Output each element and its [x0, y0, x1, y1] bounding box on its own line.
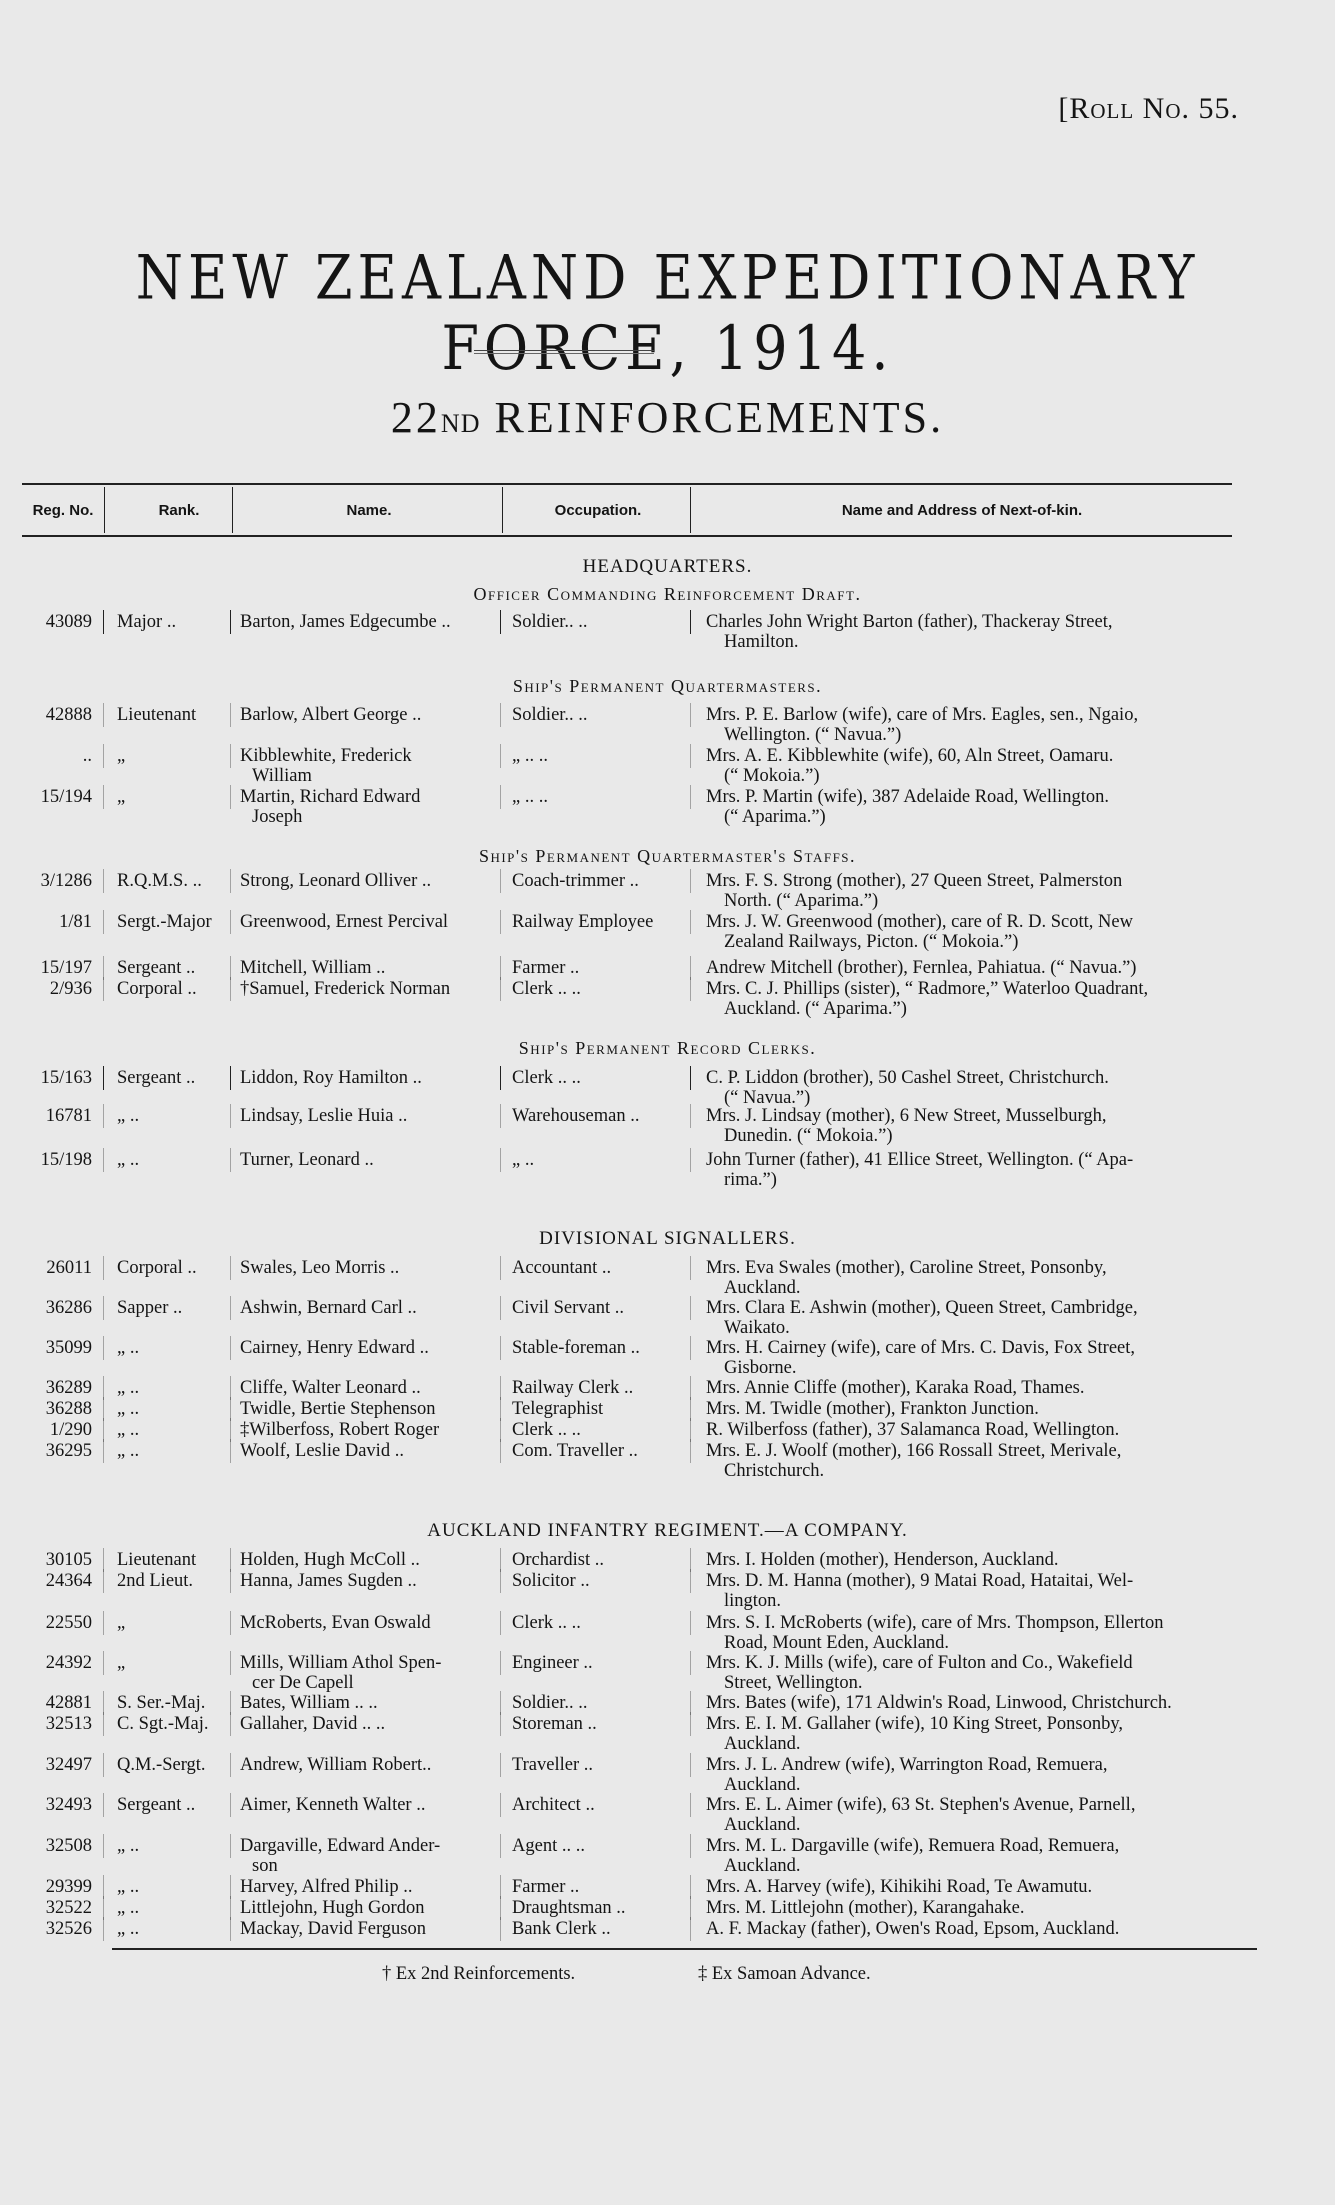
rank: 2nd Lieut.	[117, 1571, 194, 1591]
next-of-kin: John Turner (father), 41 Ellice Street, Wellington. (“ Apa-	[706, 1150, 1134, 1170]
column-rule	[230, 703, 231, 727]
header-divider	[232, 487, 233, 533]
footnote-dagger: † Ex 2nd Reinforcements.	[382, 1964, 576, 1984]
column-rule	[690, 785, 691, 809]
name: Andrew, William Robert..	[240, 1755, 432, 1775]
column-rule	[230, 785, 231, 809]
roll-number: [Roll No. 55.	[1058, 92, 1239, 125]
column-rule	[690, 1753, 691, 1777]
next-of-kin: Mrs. J. W. Greenwood (mother), care of R. D. Scott, New	[706, 912, 1133, 932]
column-rule	[103, 703, 104, 727]
next-of-kin-continuation: Waikato.	[724, 1318, 790, 1338]
column-rule	[690, 1148, 691, 1172]
rank: „	[117, 1653, 126, 1673]
next-of-kin-continuation: rima.”)	[724, 1170, 777, 1190]
next-of-kin: Mrs. F. S. Strong (mother), 27 Queen Street, Palmerston	[706, 871, 1123, 891]
column-rule	[500, 1439, 501, 1463]
name: ‡Wilberfoss, Robert Roger	[240, 1420, 440, 1440]
name: Strong, Leonard Olliver ..	[240, 871, 432, 891]
column-rule	[230, 1256, 231, 1280]
next-of-kin: Mrs. M. Littlejohn (mother), Karangahake.	[706, 1898, 1025, 1918]
reg-number: 3/1286	[40, 871, 92, 891]
next-of-kin: Mrs. P. Martin (wife), 387 Adelaide Road, Wellington.	[706, 787, 1110, 807]
next-of-kin: Mrs. Eva Swales (mother), Caroline Street, Ponsonby,	[706, 1258, 1107, 1278]
column-rule	[690, 869, 691, 893]
reg-number: 29399	[45, 1877, 92, 1897]
occupation: Bank Clerk ..	[512, 1919, 611, 1939]
column-rule	[103, 1066, 104, 1090]
column-rule	[690, 1917, 691, 1941]
next-of-kin-continuation: Hamilton.	[724, 632, 799, 652]
reg-number: 43089	[45, 612, 92, 632]
next-of-kin: Mrs. Annie Cliffe (mother), Karaka Road, Thames.	[706, 1378, 1085, 1398]
name: McRoberts, Evan Oswald	[240, 1613, 431, 1633]
column-rule	[230, 1753, 231, 1777]
column-rule	[500, 703, 501, 727]
next-of-kin: Mrs. K. J. Mills (wife), care of Fulton and Co., Wakefield	[706, 1653, 1133, 1673]
occupation: Civil Servant ..	[512, 1298, 625, 1318]
column-rule	[690, 1439, 691, 1463]
occupation: Accountant ..	[512, 1258, 612, 1278]
rank: S. Ser.-Maj.	[117, 1693, 206, 1713]
column-rule	[230, 1834, 231, 1858]
column-rule	[500, 977, 501, 1001]
next-of-kin: R. Wilberfoss (father), 37 Salamanca Road, Wellington.	[706, 1420, 1120, 1440]
occupation: Solicitor ..	[512, 1571, 590, 1591]
next-of-kin-continuation: (“ Mokoia.”)	[724, 766, 820, 786]
name: Turner, Leonard ..	[240, 1150, 374, 1170]
next-of-kin: Mrs. M. Twidle (mother), Frankton Junction.	[706, 1399, 1039, 1419]
column-rule	[690, 1569, 691, 1593]
rank: „ ..	[117, 1338, 140, 1358]
reg-number: 35099	[45, 1338, 92, 1358]
occupation: „ ..	[512, 1150, 535, 1170]
next-of-kin-continuation: (“ Navua.”)	[724, 1088, 811, 1108]
column-rule	[690, 1712, 691, 1736]
occupation: Clerk .. ..	[512, 1068, 581, 1088]
occupation: Soldier.. ..	[512, 1693, 588, 1713]
column-rule	[500, 1712, 501, 1736]
column-rule	[103, 1569, 104, 1593]
occupation: Railway Employee	[512, 912, 654, 932]
reg-number: 32526	[45, 1919, 92, 1939]
title-divider	[474, 350, 654, 354]
next-of-kin-continuation: Auckland.	[724, 1856, 801, 1876]
reg-number: 42881	[45, 1693, 92, 1713]
reg-number: 32522	[45, 1898, 92, 1918]
column-rule	[103, 744, 104, 768]
name: Barton, James Edgecumbe ..	[240, 612, 451, 632]
next-of-kin-continuation: Auckland.	[724, 1775, 801, 1795]
column-rule	[500, 1569, 501, 1593]
next-of-kin-continuation: Gisborne.	[724, 1358, 797, 1378]
header-reg: Reg. No.	[32, 502, 94, 519]
next-of-kin: Mrs. I. Holden (mother), Henderson, Auckland.	[706, 1550, 1059, 1570]
name: Holden, Hugh McColl ..	[240, 1550, 420, 1570]
header-divider	[502, 487, 503, 533]
bottom-rule	[112, 1948, 1257, 1950]
name: Martin, Richard Edward	[240, 787, 421, 807]
name: Cairney, Henry Edward ..	[240, 1338, 429, 1358]
rank: Major ..	[117, 612, 177, 632]
column-rule	[103, 1834, 104, 1858]
column-rule	[230, 1336, 231, 1360]
name: †Samuel, Frederick Norman	[240, 979, 451, 999]
footnote-ddagger: ‡ Ex Samoan Advance.	[698, 1964, 871, 1984]
occupation: Railway Clerk ..	[512, 1378, 634, 1398]
next-of-kin-continuation: Street, Wellington.	[724, 1673, 863, 1693]
next-of-kin: Mrs. S. I. McRoberts (wife), care of Mrs. Thompson, Ellerton	[706, 1613, 1164, 1633]
reg-number: 42888	[45, 705, 92, 725]
section-auckland-infantry: AUCKLAND INFANTRY REGIMENT.—A COMPANY.	[427, 1520, 908, 1541]
column-rule	[690, 744, 691, 768]
column-rule	[500, 1256, 501, 1280]
next-of-kin: C. P. Liddon (brother), 50 Cashel Street, Christchurch.	[706, 1068, 1109, 1088]
column-rule	[230, 1148, 231, 1172]
header-rank: Rank.	[158, 502, 200, 519]
occupation: Architect ..	[512, 1795, 595, 1815]
name: Hanna, James Sugden ..	[240, 1571, 417, 1591]
header-divider	[690, 487, 691, 533]
next-of-kin: Mrs. Clara E. Ashwin (mother), Queen Street, Cambridge,	[706, 1298, 1138, 1318]
next-of-kin: Mrs. J. Lindsay (mother), 6 New Street, Musselburgh,	[706, 1106, 1107, 1126]
name: Littlejohn, Hugh Gordon	[240, 1898, 425, 1918]
column-rule	[103, 1104, 104, 1128]
column-rule	[500, 1611, 501, 1635]
rank: „ ..	[117, 1919, 140, 1939]
occupation: Farmer ..	[512, 958, 580, 978]
column-rule	[500, 869, 501, 893]
header-name: Name.	[346, 502, 392, 519]
column-rule	[690, 610, 691, 634]
occupation: Draughtsman ..	[512, 1898, 626, 1918]
subtitle-suffix: ND	[440, 409, 481, 438]
column-rule	[230, 1793, 231, 1817]
column-rule	[230, 1296, 231, 1320]
next-of-kin: Mrs. E. J. Woolf (mother), 166 Rossall Street, Merivale,	[706, 1441, 1122, 1461]
reg-number: 1/81	[59, 912, 92, 932]
rank: Sergeant ..	[117, 1795, 196, 1815]
column-rule	[103, 1439, 104, 1463]
column-rule	[500, 1336, 501, 1360]
column-rule	[103, 1651, 104, 1675]
column-rule	[230, 610, 231, 634]
occupation: Storeman ..	[512, 1714, 597, 1734]
column-rule	[690, 1256, 691, 1280]
rank: Sergt.-Major	[117, 912, 212, 932]
header-divider	[104, 487, 105, 533]
column-rule	[500, 1148, 501, 1172]
reg-number: 30105	[45, 1550, 92, 1570]
column-rule	[690, 1651, 691, 1675]
occupation: Farmer ..	[512, 1877, 580, 1897]
rank: „ ..	[117, 1378, 140, 1398]
column-rule	[500, 910, 501, 934]
reg-number: 32497	[45, 1755, 92, 1775]
occupation: Warehouseman ..	[512, 1106, 640, 1126]
next-of-kin-continuation: Christchurch.	[724, 1461, 825, 1481]
next-of-kin-continuation: Auckland.	[724, 1734, 801, 1754]
column-rule	[500, 1296, 501, 1320]
reg-number: 36295	[45, 1441, 92, 1461]
page-title: NEW ZEALAND EXPEDITIONARY FORCE, 1914.	[135, 242, 1200, 384]
section-spq: Ship's Permanent Quartermasters.	[512, 676, 823, 696]
occupation: Stable-foreman ..	[512, 1338, 640, 1358]
next-of-kin-continuation: (“ Aparima.”)	[724, 807, 826, 827]
column-rule	[690, 1066, 691, 1090]
next-of-kin-continuation: Auckland.	[724, 1278, 801, 1298]
rank: Q.M.-Sergt.	[117, 1755, 206, 1775]
column-rule	[103, 1712, 104, 1736]
next-of-kin: Mrs. D. M. Hanna (mother), 9 Matai Road, Hataitai, Wel-	[706, 1571, 1134, 1591]
table-header	[22, 483, 1232, 537]
occupation: Telegraphist	[512, 1399, 604, 1419]
section-ocrd: Officer Commanding Reinforcement Draft.	[473, 584, 862, 604]
column-rule	[230, 1712, 231, 1736]
reg-number: 24364	[45, 1571, 92, 1591]
column-rule	[500, 744, 501, 768]
name: Harvey, Alfred Philip ..	[240, 1877, 413, 1897]
name: Gallaher, David .. ..	[240, 1714, 386, 1734]
reg-number: ..	[82, 746, 92, 766]
occupation: „ .. ..	[512, 746, 548, 766]
name: Swales, Leo Morris ..	[240, 1258, 400, 1278]
rank: „	[117, 746, 126, 766]
reg-number: 24392	[45, 1653, 92, 1673]
name: Barlow, Albert George ..	[240, 705, 422, 725]
column-rule	[500, 610, 501, 634]
occupation: Engineer ..	[512, 1653, 593, 1673]
next-of-kin: Mrs. E. I. M. Gallaher (wife), 10 King Street, Ponsonby,	[706, 1714, 1124, 1734]
name-continuation: William	[252, 766, 312, 786]
column-rule	[103, 910, 104, 934]
next-of-kin-continuation: Wellington. (“ Navua.”)	[724, 725, 902, 745]
column-rule	[103, 1793, 104, 1817]
column-rule	[230, 1066, 231, 1090]
column-rule	[500, 1834, 501, 1858]
column-rule	[103, 1753, 104, 1777]
next-of-kin-continuation: North. (“ Aparima.”)	[724, 891, 879, 911]
reg-number: 36286	[45, 1298, 92, 1318]
name: Mitchell, William ..	[240, 958, 386, 978]
column-rule	[690, 1104, 691, 1128]
column-rule	[103, 977, 104, 1001]
column-rule	[690, 1336, 691, 1360]
header-occupation: Occupation.	[554, 502, 642, 519]
rank: Lieutenant	[117, 705, 197, 725]
column-rule	[230, 1569, 231, 1593]
column-rule	[103, 1611, 104, 1635]
next-of-kin: A. F. Mackay (father), Owen's Road, Epsom, Auckland.	[706, 1919, 1120, 1939]
column-rule	[690, 977, 691, 1001]
column-rule	[103, 1917, 104, 1941]
rank: „ ..	[117, 1877, 140, 1897]
name: Greenwood, Ernest Percival	[240, 912, 449, 932]
column-rule	[500, 1753, 501, 1777]
next-of-kin-continuation: lington.	[724, 1591, 782, 1611]
name: Mills, William Athol Spen-	[240, 1653, 442, 1673]
next-of-kin: Mrs. C. J. Phillips (sister), “ Radmore,” Waterloo Quadrant,	[706, 979, 1149, 999]
occupation: Clerk .. ..	[512, 1613, 581, 1633]
rank: „ ..	[117, 1836, 140, 1856]
rank: „ ..	[117, 1106, 140, 1126]
column-rule	[230, 1651, 231, 1675]
column-rule	[103, 1256, 104, 1280]
column-rule	[500, 785, 501, 809]
next-of-kin: Andrew Mitchell (brother), Fernlea, Pahiatua. (“ Navua.”)	[706, 958, 1137, 978]
reg-number: 22550	[45, 1613, 92, 1633]
column-rule	[103, 1336, 104, 1360]
column-rule	[230, 744, 231, 768]
rank: „	[117, 787, 126, 807]
next-of-kin-continuation: Dunedin. (“ Mokoia.”)	[724, 1126, 893, 1146]
reg-number: 32508	[45, 1836, 92, 1856]
occupation: Agent .. ..	[512, 1836, 585, 1856]
name: Kibblewhite, Frederick	[240, 746, 412, 766]
reg-number: 36288	[45, 1399, 92, 1419]
name: Ashwin, Bernard Carl ..	[240, 1298, 417, 1318]
column-rule	[500, 1104, 501, 1128]
name: Dargaville, Edward Ander-	[240, 1836, 441, 1856]
column-rule	[103, 1148, 104, 1172]
column-rule	[690, 1296, 691, 1320]
reg-number: 15/198	[40, 1150, 92, 1170]
name: Woolf, Leslie David ..	[240, 1441, 404, 1461]
next-of-kin: Mrs. J. L. Andrew (wife), Warrington Road, Remuera,	[706, 1755, 1108, 1775]
subtitle-number: 22	[390, 393, 441, 442]
next-of-kin-continuation: Auckland.	[724, 1815, 801, 1835]
rank: „ ..	[117, 1898, 140, 1918]
reg-number: 36289	[45, 1378, 92, 1398]
name: Twidle, Bertie Stephenson	[240, 1399, 436, 1419]
column-rule	[690, 1834, 691, 1858]
name-continuation: Joseph	[252, 807, 303, 827]
column-rule	[103, 869, 104, 893]
column-rule	[230, 1104, 231, 1128]
column-rule	[230, 869, 231, 893]
rank: Sapper ..	[117, 1298, 183, 1318]
column-rule	[230, 977, 231, 1001]
column-rule	[230, 1439, 231, 1463]
column-rule	[103, 610, 104, 634]
reg-number: 15/197	[40, 958, 92, 978]
next-of-kin-continuation: Road, Mount Eden, Auckland.	[724, 1633, 950, 1653]
reg-number: 15/194	[40, 787, 92, 807]
reg-number: 32513	[45, 1714, 92, 1734]
header-kin: Name and Address of Next-of-kin.	[841, 502, 1083, 519]
occupation: Soldier.. ..	[512, 705, 588, 725]
name: Cliffe, Walter Leonard ..	[240, 1378, 421, 1398]
reg-number: 32493	[45, 1795, 92, 1815]
column-rule	[103, 1296, 104, 1320]
next-of-kin: Mrs. H. Cairney (wife), care of Mrs. C. Davis, Fox Street,	[706, 1338, 1136, 1358]
rank: Corporal ..	[117, 1258, 197, 1278]
rank: „ ..	[117, 1150, 140, 1170]
next-of-kin: Mrs. Bates (wife), 171 Aldwin's Road, Linwood, Christchurch.	[706, 1693, 1172, 1713]
column-rule	[230, 1917, 231, 1941]
reg-number: 2/936	[49, 979, 92, 999]
next-of-kin: Mrs. E. L. Aimer (wife), 63 St. Stephen's Avenue, Parnell,	[706, 1795, 1136, 1815]
column-rule	[690, 910, 691, 934]
rank: „ ..	[117, 1399, 140, 1419]
reg-number: 26011	[46, 1258, 92, 1278]
column-rule	[500, 1066, 501, 1090]
subtitle-text: REINFORCEMENTS.	[494, 393, 945, 442]
reg-number: 1/290	[49, 1420, 92, 1440]
rank: Corporal ..	[117, 979, 197, 999]
occupation: Com. Traveller ..	[512, 1441, 638, 1461]
name: Mackay, David Ferguson	[240, 1919, 426, 1939]
name-continuation: son	[252, 1856, 278, 1876]
rank: Sergeant ..	[117, 958, 196, 978]
next-of-kin-continuation: Auckland. (“ Aparima.”)	[724, 999, 907, 1019]
rank: Lieutenant	[117, 1550, 197, 1570]
column-rule	[230, 910, 231, 934]
next-of-kin: Charles John Wright Barton (father), Thackeray Street,	[706, 612, 1113, 632]
section-headquarters: HEADQUARTERS.	[582, 556, 753, 577]
occupation: Traveller ..	[512, 1755, 594, 1775]
occupation: Clerk .. ..	[512, 1420, 581, 1440]
section-spqs: Ship's Permanent Quartermaster's Staffs.	[478, 846, 857, 866]
name: Lindsay, Leslie Huia ..	[240, 1106, 408, 1126]
page-subtitle	[0, 392, 1335, 443]
next-of-kin: Mrs. P. E. Barlow (wife), care of Mrs. Eagles, sen., Ngaio,	[706, 705, 1139, 725]
occupation: „ .. ..	[512, 787, 548, 807]
rank: „ ..	[117, 1420, 140, 1440]
occupation: Soldier.. ..	[512, 612, 588, 632]
name: Aimer, Kenneth Walter ..	[240, 1795, 426, 1815]
column-rule	[500, 1917, 501, 1941]
section-sprc: Ship's Permanent Record Clerks.	[518, 1038, 817, 1058]
rank: „ ..	[117, 1441, 140, 1461]
occupation: Clerk .. ..	[512, 979, 581, 999]
rank: R.Q.M.S. ..	[117, 871, 202, 891]
column-rule	[690, 1793, 691, 1817]
column-rule	[230, 1611, 231, 1635]
rank: „	[117, 1613, 126, 1633]
column-rule	[690, 1611, 691, 1635]
column-rule	[500, 1651, 501, 1675]
reg-number: 15/163	[40, 1068, 92, 1088]
name-continuation: cer De Capell	[252, 1673, 354, 1693]
next-of-kin: Mrs. A. Harvey (wife), Kihikihi Road, Te Awamutu.	[706, 1877, 1093, 1897]
rank: Sergeant ..	[117, 1068, 196, 1088]
occupation: Orchardist ..	[512, 1550, 604, 1570]
reg-number: 16781	[45, 1106, 92, 1126]
next-of-kin-continuation: Zealand Railways, Picton. (“ Mokoia.”)	[724, 932, 1019, 952]
name: Bates, William .. ..	[240, 1693, 378, 1713]
section-divisional-signallers: DIVISIONAL SIGNALLERS.	[539, 1228, 796, 1249]
next-of-kin: Mrs. M. L. Dargaville (wife), Remuera Road, Remuera,	[706, 1836, 1120, 1856]
occupation: Coach-trimmer ..	[512, 871, 639, 891]
name: Liddon, Roy Hamilton ..	[240, 1068, 422, 1088]
rank: C. Sgt.-Maj.	[117, 1714, 209, 1734]
column-rule	[500, 1793, 501, 1817]
next-of-kin: Mrs. A. E. Kibblewhite (wife), 60, Aln Street, Oamaru.	[706, 746, 1114, 766]
column-rule	[690, 703, 691, 727]
column-rule	[103, 785, 104, 809]
